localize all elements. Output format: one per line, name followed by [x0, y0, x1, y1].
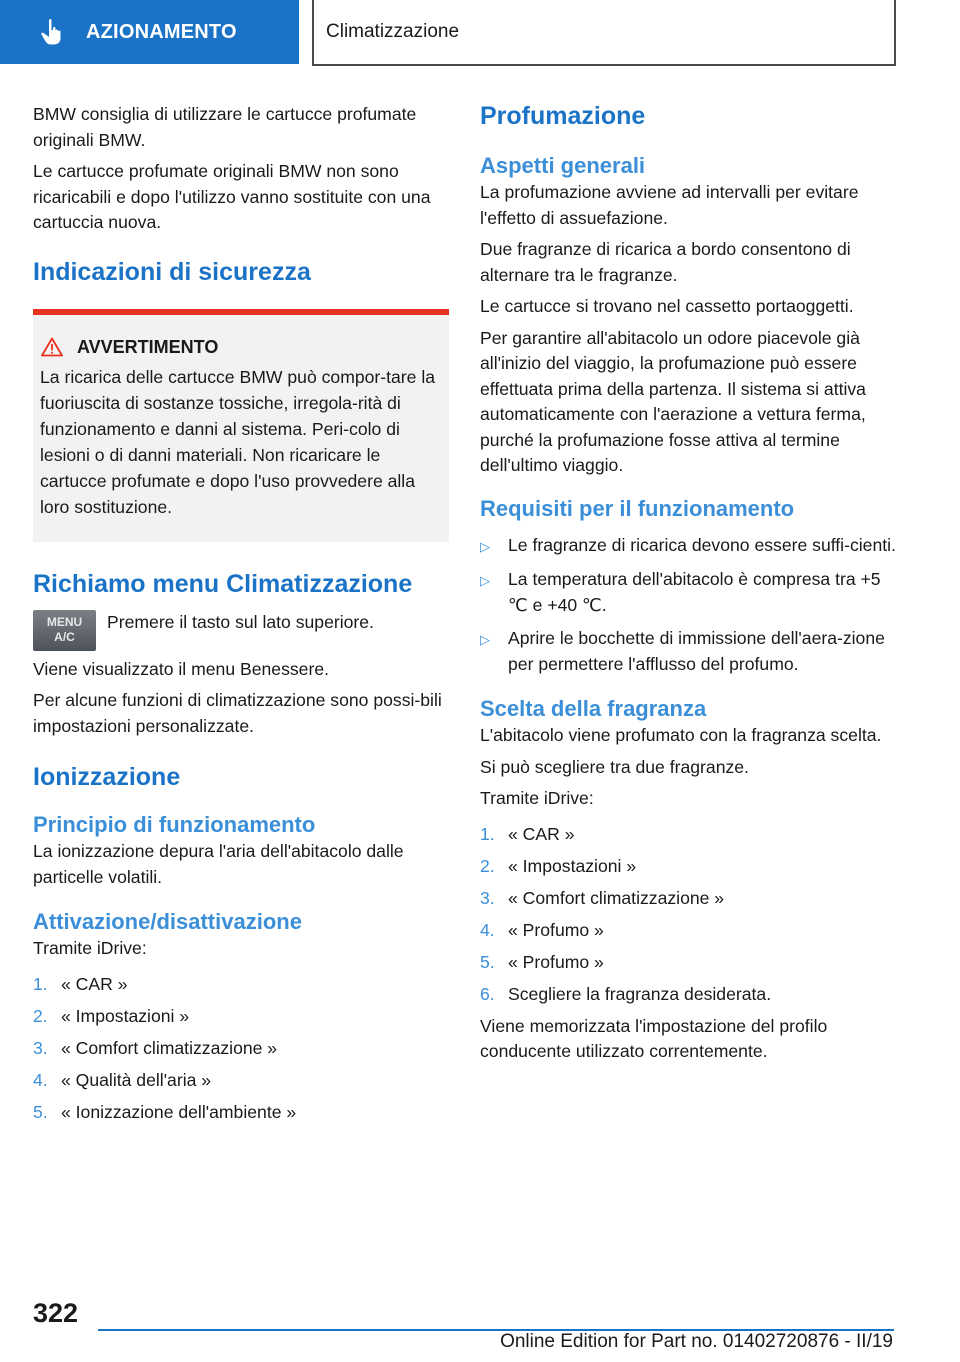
choice-paragraph-1: L'abitacolo viene profumato con la fragranza scelta. [480, 725, 882, 745]
principle-text: La ionizzazione depura l'aria dell'abitacolo dalle particelle volatili. [33, 841, 404, 887]
menu-paragraph-2: Per alcune funzioni di climatizzazione sono possi-bili impostazioni personalizzate. [33, 690, 442, 736]
section-title: AZIONAMENTO [86, 20, 237, 43]
list-item: 5. « Ionizzazione dell'ambiente » [33, 1101, 297, 1122]
requirements-list [480, 533, 898, 678]
general-paragraph-3: Le cartucce si trovano nel cassetto portaoggetti. [480, 296, 854, 316]
intro-paragraph-1: BMW consiglia di utilizzare le cartucce profumate originali BMW. [33, 104, 417, 150]
fragrance-heading: Profumazione [480, 102, 646, 130]
right-column [480, 100, 898, 1071]
intro-paragraph-2: Le cartucce profumate originali BMW non sono ricaricabili e dopo l'utilizzo vanno sostituite con una cartuccia nuova. [33, 161, 431, 232]
list-item: ▷ Le fragranze di ricarica devono essere suffi-cienti. [480, 533, 898, 560]
warning-triangle-icon [41, 337, 63, 357]
triangle-bullet-icon: ▷ [480, 632, 490, 647]
menu-ac-button[interactable] [33, 610, 96, 651]
choice-heading: Scelta della fragranza [480, 696, 707, 721]
principle-heading: Principio di funzionamento [33, 812, 316, 837]
requirements-heading: Requisiti per il funzionamento [480, 495, 795, 521]
general-paragraph-2: Due fragranze di ricarica a bordo consentono di alternare tra le fragranze. [480, 239, 851, 285]
edition-note: Online Edition for Part no. 01402720876 - II/19 [500, 1331, 893, 1352]
list-item: ▷ La temperatura dell'abitacolo è compresa tra +5 ℃ e +40 ℃. [480, 567, 898, 618]
activation-intro: Tramite iDrive: [33, 938, 147, 958]
list-item: 3. « Comfort climatizzazione » [33, 1037, 278, 1058]
warning-header [40, 337, 441, 358]
general-paragraph-4: Per garantire all'abitacolo un odore piacevole già all'inizio del viaggio, la profumazione può essere effettuata prima della partenza. Il sistema si attiva automaticamente con l'aerazione a vettura ferma, purché la profumazione fosse attiva al termine dell'ultimo viaggio. [480, 327, 866, 475]
menu-heading: Richiamo menu Climatizzazione [33, 569, 413, 598]
closing-paragraph: Viene memorizzata l'impostazione del profilo conducente utilizzato correntemente. [480, 1015, 828, 1061]
hand-pointer-icon [40, 18, 66, 46]
list-item: 2. « Impostazioni » [480, 855, 637, 876]
section-tab[interactable] [0, 0, 299, 64]
menu-button-label: MENU [46, 614, 83, 629]
list-item: 4. « Qualità dell'aria » [33, 1069, 212, 1090]
ac-button-label: A/C [54, 629, 75, 644]
list-item: ▷ Aprire le bocchette di immissione dell'aera-zione per permettere l'afflusso del profumo. [480, 626, 898, 677]
list-item: 1. « CAR » [33, 973, 128, 994]
chapter-title: Climatizzazione [326, 21, 460, 42]
list-item: 4. « Profumo » [480, 919, 604, 940]
general-heading: Aspetti generali [480, 153, 646, 178]
general-paragraph-1: La profumazione avviene ad intervalli per evitare l'effetto di assuefazione. [480, 182, 859, 228]
warning-label: AVVERTIMENTO [77, 336, 219, 357]
warning-text: La ricarica delle cartucce BMW può compor-tare la fuoriuscita di sostanze tossiche, irregola-rità di funzionamento e danni al sistema. Peri-colo di lesioni o di danni materiali. Non ricaricare le cartucce profumate e dopo l'uso provvedere alla loro sostituzione. [40, 366, 436, 517]
choice-paragraph-3: Tramite iDrive: [480, 788, 594, 808]
left-column [33, 102, 449, 1132]
safety-heading: Indicazioni di sicurezza [33, 257, 311, 286]
menu-instruction [33, 610, 449, 651]
activation-heading: Attivazione/disattivazione [33, 909, 302, 934]
list-item: 2. « Impostazioni » [33, 1005, 190, 1026]
list-item: 3. « Comfort climatizzazione » [480, 887, 725, 908]
activation-steps [33, 972, 449, 1125]
choice-paragraph-2: Si può scegliere tra due fragranze. [480, 756, 749, 777]
list-item: 5. « Profumo » [480, 951, 604, 972]
chapter-header [312, 0, 896, 66]
list-item: 1. « CAR » [480, 823, 575, 844]
warning-box [33, 309, 449, 542]
ionization-heading: Ionizzazione [33, 763, 181, 791]
menu-instruction-text: Premere il tasto sul lato superiore. [107, 611, 374, 632]
list-item: 6. Scegliere la fragranza desiderata. [480, 983, 772, 1004]
triangle-bullet-icon: ▷ [480, 573, 490, 588]
triangle-bullet-icon: ▷ [480, 538, 490, 554]
menu-paragraph-1: Viene visualizzato il menu Benessere. [33, 658, 330, 679]
page-number: 322 [33, 1298, 79, 1328]
choice-steps [480, 822, 898, 1007]
